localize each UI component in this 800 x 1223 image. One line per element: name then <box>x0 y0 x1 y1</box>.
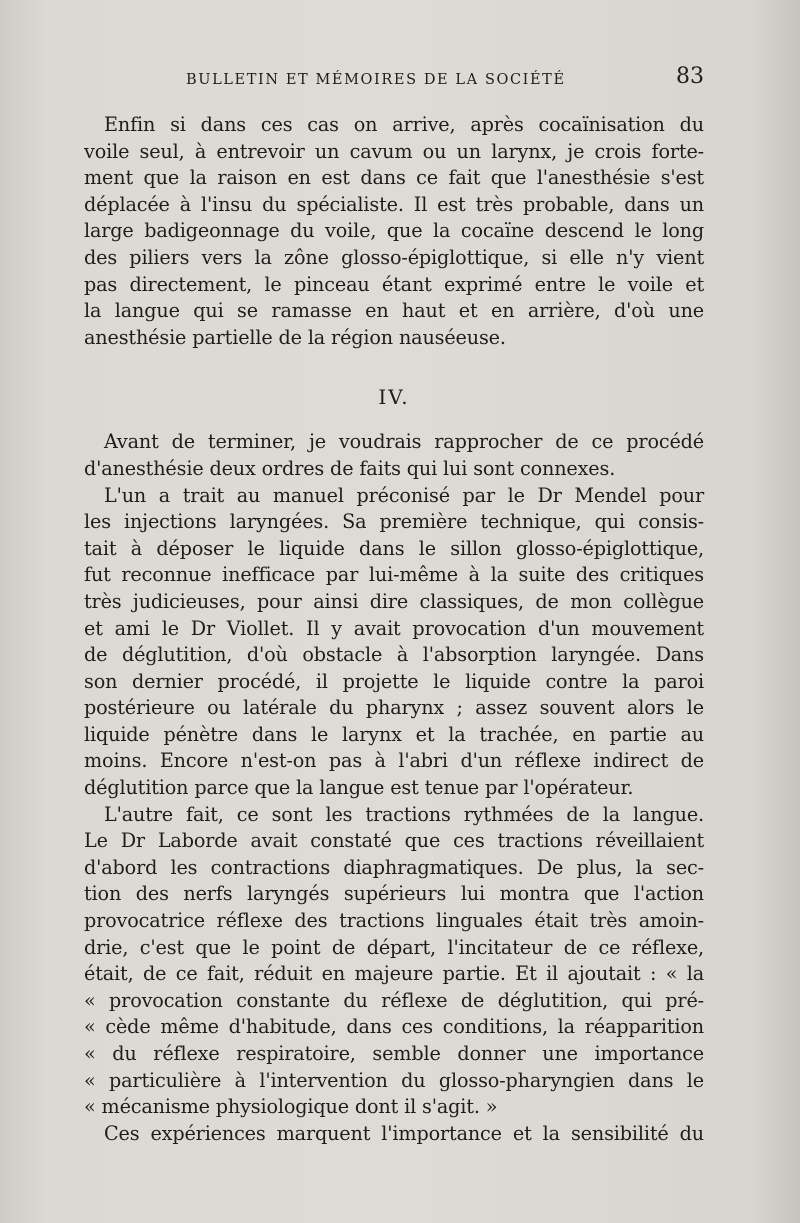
text-line: Avant de terminer, je voudrais rapprocher de ce procédé <box>104 430 704 454</box>
text-line: provocatrice réflexe des tractions linguales était très amoin- <box>84 909 704 933</box>
text-line: moins. Encore n'est-on pas à l'abri d'un réflexe indirect de <box>84 749 704 773</box>
text-line: « particulière à l'intervention du glosso-pharyngien dans le <box>84 1068 704 1092</box>
text-line: L'un a trait au manuel préconisé par le Dr Mendel pour <box>104 483 704 507</box>
paragraph-5 <box>84 1121 704 1148</box>
text-line: ment que la raison en est dans ce fait que l'anesthésie s'est <box>84 166 704 190</box>
text-line: des piliers vers la zône glosso-épiglottique, si elle n'y vient <box>84 245 704 269</box>
text-line: « mécanisme physiologique dont il s'agit. » <box>84 1095 498 1119</box>
spacer <box>84 351 704 377</box>
text-line: « provocation constante du réflexe de déglutition, qui pré- <box>84 988 704 1012</box>
page-header <box>84 64 704 94</box>
text-line: anesthésie partielle de la région nauséeuse. <box>84 325 506 349</box>
text-line: « du réflexe respiratoire, semble donner une importance <box>84 1042 704 1065</box>
text-line: d'anesthésie deux ordres de faits qui lui sont connexes. <box>84 456 616 480</box>
text-line: était, de ce fait, réduit en majeure partie. Et il ajoutait : « la <box>84 962 704 986</box>
paragraph-1 <box>84 112 704 351</box>
text-line: son dernier procédé, il projette le liquide contre la paroi <box>84 669 704 693</box>
text-line: tait à déposer le liquide dans le sillon glosso-épiglottique, <box>84 536 704 560</box>
text-line: L'autre fait, ce sont les tractions rythmées de la langue. <box>104 802 704 826</box>
page-number: 83 <box>676 64 704 89</box>
text-line: de déglutition, d'où obstacle à l'absorption laryngée. Dans <box>84 643 704 667</box>
text-line: la langue qui se ramasse en haut et en arrière, d'où une <box>84 299 704 323</box>
text-line: drie, c'est que le point de départ, l'incitateur de ce réflexe, <box>84 935 704 959</box>
text-line: Le Dr Laborde avait constaté que ces tractions réveillaient <box>84 829 704 853</box>
text-line: les injections laryngées. Sa première technique, qui consis- <box>84 510 704 534</box>
paragraph-3 <box>84 483 704 802</box>
text-line: tion des nerfs laryngés supérieurs lui montra que l'action <box>84 882 704 906</box>
text-line: fut reconnue inefficace par lui-même à la suite des critiques <box>84 563 704 587</box>
text-line: pas directement, le pinceau étant exprimé entre le voile et <box>84 272 704 296</box>
section-heading: IV. <box>378 385 410 410</box>
text-line: déplacée à l'insu du spécialiste. Il est très probable, dans un <box>84 192 704 216</box>
paragraph-2 <box>84 429 704 482</box>
text-line: liquide pénètre dans le larynx et la trachée, en partie au <box>84 722 704 746</box>
text-line: et ami le Dr Viollet. Il y avait provocation d'un mouvement <box>84 616 704 640</box>
text-line: d'abord les contractions diaphragmatiques. De plus, la sec- <box>84 855 704 879</box>
text-line: Enfin si dans ces cas on arrive, après cocaïnisation du <box>104 113 704 136</box>
paragraph-4 <box>84 802 704 1121</box>
text-line: « cède même d'habitude, dans ces conditions, la réapparition <box>84 1015 704 1039</box>
text-line: postérieure ou latérale du pharynx ; assez souvent alors le <box>84 696 704 720</box>
spacer <box>84 417 704 429</box>
page-body <box>84 112 704 1147</box>
running-title: BULLETIN ET MÉMOIRES DE LA SOCIÉTÉ <box>186 72 566 88</box>
text-line: déglutition parce que la langue est tenue par l'opérateur. <box>84 776 634 800</box>
text-line: voile seul, à entrevoir un cavum ou un larynx, je crois forte- <box>84 139 704 163</box>
text-line: Ces expériences marquent l'importance et la sensibilité du <box>104 1121 704 1145</box>
text-line: très judicieuses, pour ainsi dire classiques, de mon collègue <box>84 589 704 613</box>
text-line: large badigeonnage du voile, que la cocaïne descend le long <box>84 219 704 243</box>
